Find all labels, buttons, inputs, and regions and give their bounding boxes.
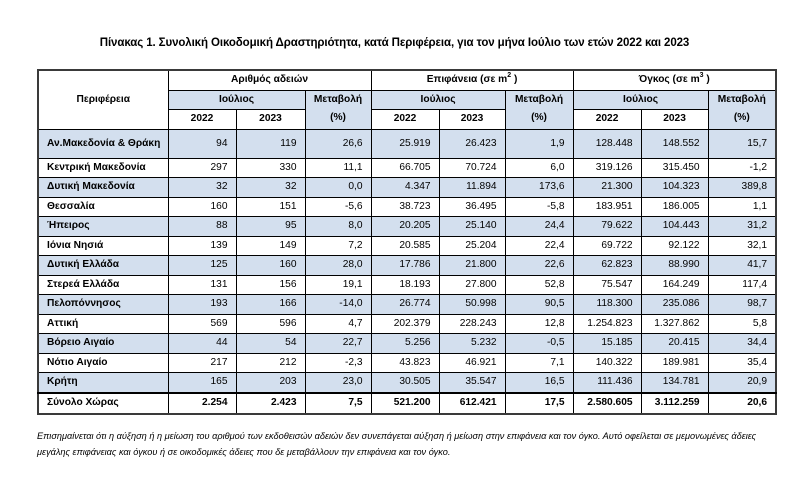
- volume-change-cell: 32,1: [708, 236, 776, 256]
- area-2023-cell: 5.232: [439, 334, 505, 354]
- area-2023-cell: 25.140: [439, 217, 505, 237]
- table-row: [38, 129, 776, 158]
- volume-2022-cell: 2.580.605: [573, 393, 641, 415]
- area-2023-cell: 26.423: [439, 129, 505, 158]
- area-change-cell: 17,5: [505, 393, 573, 415]
- region-name: Στερεά Ελλάδα: [38, 275, 168, 295]
- area-change-cell: 6,0: [505, 158, 573, 178]
- volume-2022-cell: 69.722: [573, 236, 641, 256]
- volume-change-cell: 31,2: [708, 217, 776, 237]
- permits-2023-cell: 32: [236, 178, 305, 198]
- permits-2022-cell: 193: [168, 295, 236, 315]
- table-row: [38, 353, 776, 373]
- footnote: Επισημαίνεται ότι η αύξηση ή η μείωση του αριθμού των εκδοθεισών αδειών δεν συνεπάγεται αύξηση ή μείωση στην επιφάνεια και τον όγκο. Αυτό οφείλεται σε μεμονωμένες άδειες μεγάλης επιφάνειας και όγκου ή σε οικοδομικές άδειες που δε μεταβάλλουν την επιφάνεια και τον όγκο.: [37, 431, 757, 457]
- region-name: Δυτική Ελλάδα: [38, 256, 168, 276]
- permits-2023-cell: 156: [236, 275, 305, 295]
- area-year-2022: 2022: [371, 110, 439, 130]
- area-2022-cell: 20.585: [371, 236, 439, 256]
- region-name: Κρήτη: [38, 373, 168, 393]
- region-name: Αν.Μακεδονία & Θράκη: [38, 129, 168, 158]
- volume-2023-cell: 164.249: [641, 275, 708, 295]
- volume-2023-cell: 88.990: [641, 256, 708, 276]
- permits-2022-cell: 217: [168, 353, 236, 373]
- area-2022-cell: 4.347: [371, 178, 439, 198]
- permits-change-cell: -5,6: [305, 197, 371, 217]
- volume-group-header: Όγκος (σε $m^3$ ): [573, 70, 776, 90]
- volume-change-cell: 20,9: [708, 373, 776, 393]
- region-name: Δυτική Μακεδονία: [38, 178, 168, 198]
- area-2023-cell: 21.800: [439, 256, 505, 276]
- volume-2023-cell: 1.327.862: [641, 314, 708, 334]
- permits-2022-cell: 139: [168, 236, 236, 256]
- permits-2022-cell: 569: [168, 314, 236, 334]
- area-2022-cell: 20.205: [371, 217, 439, 237]
- region-name: Θεσσαλία: [38, 197, 168, 217]
- permits-change-cell: 28,0: [305, 256, 371, 276]
- area-2022-cell: 521.200: [371, 393, 439, 415]
- volume-change-cell: 35,4: [708, 353, 776, 373]
- area-change-cell: 22,6: [505, 256, 573, 276]
- area-change-cell: 1,9: [505, 129, 573, 158]
- area-2023-cell: 25.204: [439, 236, 505, 256]
- permits-2023-cell: 596: [236, 314, 305, 334]
- table-row: [38, 197, 776, 217]
- table-row: [38, 275, 776, 295]
- permits-2022-cell: 160: [168, 197, 236, 217]
- volume-2022-cell: 1.254.823: [573, 314, 641, 334]
- permits-change-cell: 23,0: [305, 373, 371, 393]
- area-2022-cell: 25.919: [371, 129, 439, 158]
- area-2022-cell: 5.256: [371, 334, 439, 354]
- region-name: Ήπειρος: [38, 217, 168, 237]
- permits-change-cell: 7,5: [305, 393, 371, 415]
- area-change-cell: 16,5: [505, 373, 573, 393]
- volume-change-cell: 117,4: [708, 275, 776, 295]
- permits-2023-cell: 151: [236, 197, 305, 217]
- volume-year-2022: 2022: [573, 110, 641, 130]
- area-2022-cell: 30.505: [371, 373, 439, 393]
- permits-change-cell: -14,0: [305, 295, 371, 315]
- area-2022-cell: 202.379: [371, 314, 439, 334]
- permits-change-cell: 11,1: [305, 158, 371, 178]
- area-2023-cell: 35.547: [439, 373, 505, 393]
- permits-2023-cell: 119: [236, 129, 305, 158]
- permits-month-header: Ιούλιος: [168, 90, 305, 110]
- permits-change-cell: 0,0: [305, 178, 371, 198]
- volume-change-header: Μεταβολή (%): [708, 90, 776, 129]
- volume-change-cell: 20,6: [708, 393, 776, 415]
- table-row: [38, 158, 776, 178]
- permits-2022-cell: 2.254: [168, 393, 236, 415]
- volume-2023-cell: 20.415: [641, 334, 708, 354]
- volume-change-cell: 5,8: [708, 314, 776, 334]
- area-2023-cell: 70.724: [439, 158, 505, 178]
- permits-2022-cell: 88: [168, 217, 236, 237]
- volume-2022-cell: 75.547: [573, 275, 641, 295]
- volume-2023-cell: 235.086: [641, 295, 708, 315]
- area-change-cell: 24,4: [505, 217, 573, 237]
- area-year-2023: 2023: [439, 110, 505, 130]
- permits-change-cell: 4,7: [305, 314, 371, 334]
- volume-change-cell: 41,7: [708, 256, 776, 276]
- permits-2023-cell: 166: [236, 295, 305, 315]
- volume-2023-cell: 3.112.259: [641, 393, 708, 415]
- area-2022-cell: 43.823: [371, 353, 439, 373]
- area-group-header: Επιφάνεια (σε $m^2$ ): [371, 70, 573, 90]
- permits-change-cell: 8,0: [305, 217, 371, 237]
- table-row: [38, 236, 776, 256]
- volume-2023-cell: 315.450: [641, 158, 708, 178]
- total-row: [38, 393, 776, 415]
- permits-2022-cell: 32: [168, 178, 236, 198]
- building-activity-table: [37, 69, 777, 415]
- permits-2023-cell: 54: [236, 334, 305, 354]
- volume-2023-cell: 148.552: [641, 129, 708, 158]
- permits-2022-cell: 44: [168, 334, 236, 354]
- permits-year-2022: 2022: [168, 110, 236, 130]
- area-change-cell: -0,5: [505, 334, 573, 354]
- permits-2022-cell: 125: [168, 256, 236, 276]
- permits-2023-cell: 203: [236, 373, 305, 393]
- area-2022-cell: 17.786: [371, 256, 439, 276]
- area-2023-cell: 612.421: [439, 393, 505, 415]
- area-change-cell: -5,8: [505, 197, 573, 217]
- table-row: [38, 217, 776, 237]
- table-title: Πίνακας 1. Συνολική Οικοδομική Δραστηριότητα, κατά Περιφέρεια, για τον μήνα Ιούλιο των ετών 2022 και 2023: [99, 37, 690, 49]
- region-name: Ιόνια Νησιά: [38, 236, 168, 256]
- volume-2022-cell: 319.126: [573, 158, 641, 178]
- volume-change-cell: -1,2: [708, 158, 776, 178]
- volume-2023-cell: 134.781: [641, 373, 708, 393]
- permits-year-2023: 2023: [236, 110, 305, 130]
- volume-2023-cell: 104.323: [641, 178, 708, 198]
- permits-change-header: Μεταβολή (%): [305, 90, 371, 129]
- permits-change-cell: 7,2: [305, 236, 371, 256]
- volume-2023-cell: 186.005: [641, 197, 708, 217]
- area-2023-cell: 11.894: [439, 178, 505, 198]
- volume-2023-cell: 92.122: [641, 236, 708, 256]
- permits-2023-cell: 160: [236, 256, 305, 276]
- permits-2023-cell: 212: [236, 353, 305, 373]
- area-2023-cell: 27.800: [439, 275, 505, 295]
- permits-2023-cell: 95: [236, 217, 305, 237]
- volume-2022-cell: 128.448: [573, 129, 641, 158]
- permits-2023-cell: 149: [236, 236, 305, 256]
- area-2023-cell: 46.921: [439, 353, 505, 373]
- volume-change-cell: 1,1: [708, 197, 776, 217]
- table-row: [38, 178, 776, 198]
- volume-2022-cell: 62.823: [573, 256, 641, 276]
- region-name: Κεντρική Μακεδονία: [38, 158, 168, 178]
- area-2022-cell: 26.774: [371, 295, 439, 315]
- volume-change-cell: 389,8: [708, 178, 776, 198]
- volume-2022-cell: 111.436: [573, 373, 641, 393]
- volume-2022-cell: 21.300: [573, 178, 641, 198]
- permits-2023-cell: 2.423: [236, 393, 305, 415]
- permits-change-cell: 22,7: [305, 334, 371, 354]
- permits-2022-cell: 165: [168, 373, 236, 393]
- area-change-cell: 22,4: [505, 236, 573, 256]
- area-change-cell: 173,6: [505, 178, 573, 198]
- volume-2022-cell: 183.951: [573, 197, 641, 217]
- permits-2022-cell: 297: [168, 158, 236, 178]
- permits-change-cell: 26,6: [305, 129, 371, 158]
- permits-2022-cell: 94: [168, 129, 236, 158]
- permits-2023-cell: 330: [236, 158, 305, 178]
- region-name: Σύνολο Χώρας: [38, 393, 168, 415]
- area-2023-cell: 36.495: [439, 197, 505, 217]
- volume-change-cell: 15,7: [708, 129, 776, 158]
- permits-group-header: Αριθμός αδειών: [168, 70, 371, 90]
- area-change-cell: 7,1: [505, 353, 573, 373]
- permits-change-cell: 19,1: [305, 275, 371, 295]
- volume-change-cell: 34,4: [708, 334, 776, 354]
- volume-2023-cell: 189.981: [641, 353, 708, 373]
- table-row: [38, 334, 776, 354]
- area-2023-cell: 50.998: [439, 295, 505, 315]
- volume-change-cell: 98,7: [708, 295, 776, 315]
- region-name: Νότιο Αιγαίο: [38, 353, 168, 373]
- region-name: Αττική: [38, 314, 168, 334]
- table-row: [38, 295, 776, 315]
- area-2023-cell: 228.243: [439, 314, 505, 334]
- area-change-cell: 12,8: [505, 314, 573, 334]
- volume-month-header: Ιούλιος: [573, 90, 708, 110]
- area-change-header: Μεταβολή (%): [505, 90, 573, 129]
- area-2022-cell: 66.705: [371, 158, 439, 178]
- volume-2023-cell: 104.443: [641, 217, 708, 237]
- table-row: [38, 373, 776, 393]
- area-2022-cell: 38.723: [371, 197, 439, 217]
- volume-2022-cell: 118.300: [573, 295, 641, 315]
- permits-change-cell: -2,3: [305, 353, 371, 373]
- area-change-cell: 90,5: [505, 295, 573, 315]
- volume-2022-cell: 140.322: [573, 353, 641, 373]
- area-2022-cell: 18.193: [371, 275, 439, 295]
- region-name: Βόρειο Αιγαίο: [38, 334, 168, 354]
- table-row: [38, 256, 776, 276]
- area-change-cell: 52,8: [505, 275, 573, 295]
- area-month-header: Ιούλιος: [371, 90, 505, 110]
- permits-2022-cell: 131: [168, 275, 236, 295]
- volume-2022-cell: 79.622: [573, 217, 641, 237]
- volume-2022-cell: 15.185: [573, 334, 641, 354]
- volume-year-2023: 2023: [641, 110, 708, 130]
- region-header: Περιφέρεια: [38, 70, 168, 129]
- table-row: [38, 314, 776, 334]
- region-name: Πελοπόννησος: [38, 295, 168, 315]
